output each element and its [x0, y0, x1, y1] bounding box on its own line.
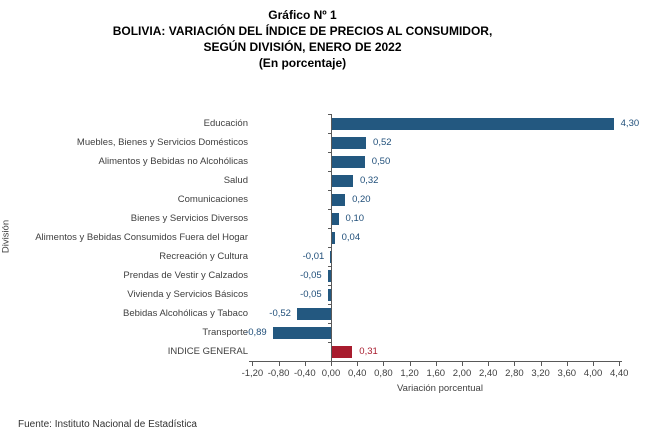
x-axis-tick-label: 3,20 — [531, 368, 550, 379]
x-axis-tick — [410, 362, 411, 366]
x-axis-tick — [462, 362, 463, 366]
x-axis-tick-label: 1,60 — [426, 368, 446, 379]
bar-value-label: 0,50 — [371, 156, 391, 167]
y-axis-tick — [328, 152, 332, 153]
x-axis-tick-label: -0,80 — [267, 368, 290, 379]
x-axis-tick — [331, 362, 332, 366]
x-axis-tick-label: 4,00 — [583, 368, 603, 379]
x-axis-tick-label: 2,40 — [478, 368, 498, 379]
x-axis-tick-label: 2,00 — [452, 368, 472, 379]
bar-value-label: -0,05 — [300, 289, 322, 300]
bar — [332, 156, 365, 168]
x-axis-tick — [619, 362, 620, 366]
bar — [332, 213, 339, 225]
y-axis-tick — [328, 304, 332, 305]
bar — [332, 194, 345, 206]
category-label: Recreación y Cultura — [159, 251, 248, 262]
category-label: Salud — [223, 175, 248, 186]
y-axis-tick — [328, 247, 332, 248]
bar-value-label: 0,31 — [359, 346, 378, 357]
x-axis-tick-label: 0,40 — [347, 368, 367, 379]
x-axis-tick — [279, 362, 280, 366]
x-axis-tick — [514, 362, 515, 366]
chart-title-line2: BOLIVIA: VARIACIÓN DEL ÍNDICE DE PRECIOS AL CONSUMIDOR, — [112, 24, 493, 38]
y-axis-tick — [328, 190, 332, 191]
x-axis-tick — [252, 362, 253, 366]
x-axis-title: Variación porcentual — [397, 383, 483, 394]
bar — [330, 251, 331, 263]
bar-value-label: 0,32 — [359, 175, 379, 186]
y-axis-tick — [328, 266, 332, 267]
source-note: Fuente: Instituto Nacional de Estadística — [18, 419, 197, 430]
chart-title-line1: Gráfico Nº 1 — [268, 8, 337, 22]
x-axis-tick — [541, 362, 542, 366]
x-axis-tick — [305, 362, 306, 366]
x-axis-tick — [383, 362, 384, 366]
x-axis-tick-label: 4,40 — [609, 368, 629, 379]
bar — [328, 270, 331, 282]
category-label: Bebidas Alcohólicas y Tabaco — [123, 308, 248, 319]
bar — [332, 175, 353, 187]
category-label: Prendas de Vestir y Calzados — [123, 270, 248, 281]
category-label: Muebles, Bienes y Servicios Domésticos — [76, 137, 248, 148]
bar — [332, 232, 335, 244]
category-label: Transporte — [202, 327, 248, 338]
bar — [332, 137, 366, 149]
y-axis-tick — [328, 133, 332, 134]
x-axis-tick — [488, 362, 489, 366]
category-label: Alimentos y Bebidas Consumidos Fuera del Hogar — [35, 232, 248, 243]
x-axis-tick-label: 0,00 — [321, 368, 341, 379]
bar — [328, 289, 331, 301]
bar-value-label: 0,10 — [345, 213, 365, 224]
category-label: Vivienda y Servicios Básicos — [127, 289, 248, 300]
y-axis-tick — [328, 285, 332, 286]
y-axis-tick — [328, 342, 332, 343]
y-axis-title: División — [0, 219, 12, 254]
bar-value-label: -0,05 — [300, 270, 322, 281]
bar-value-label: -0,52 — [269, 308, 291, 319]
x-axis-tick-label: 2,80 — [505, 368, 524, 379]
bar-indice-general — [332, 346, 352, 358]
bar-value-label: 0,04 — [341, 232, 361, 243]
bar-value-label: -0,01 — [302, 251, 325, 262]
bar-value-label: 0,20 — [352, 194, 371, 205]
category-label: Comunicaciones — [177, 194, 248, 205]
x-axis-tick-label: -0,40 — [293, 368, 316, 379]
category-label: INDICE GENERAL — [167, 346, 248, 357]
x-axis-tick — [436, 362, 437, 366]
x-axis-tick-label: 0,80 — [374, 368, 393, 379]
bar — [332, 118, 614, 130]
x-axis-tick — [593, 362, 594, 366]
x-axis-tick-label: 3,60 — [557, 368, 577, 379]
bar-value-label: 4,30 — [620, 118, 640, 129]
x-axis-tick — [567, 362, 568, 366]
bar-value-label: 0,52 — [373, 137, 392, 148]
bar-value-label: -0,89 — [245, 327, 267, 338]
y-axis-tick — [328, 114, 332, 115]
category-label: Alimentos y Bebidas no Alcohólicas — [98, 156, 248, 167]
bar — [297, 308, 331, 320]
y-axis-tick — [328, 228, 332, 229]
y-axis-tick — [328, 171, 332, 172]
x-axis-tick-label: 1,20 — [400, 368, 419, 379]
category-label: Educación — [203, 118, 248, 129]
y-axis-tick — [328, 323, 332, 324]
y-axis-tick — [328, 209, 332, 210]
x-axis-tick-label: -1,20 — [241, 368, 264, 379]
bar — [273, 327, 331, 339]
x-axis-tick — [357, 362, 358, 366]
category-label: Bienes y Servicios Diversos — [130, 213, 248, 224]
chart-title-line3: SEGÚN DIVISIÓN, ENERO DE 2022 — [203, 40, 402, 54]
chart-title-line4: (En porcentaje) — [258, 56, 347, 70]
